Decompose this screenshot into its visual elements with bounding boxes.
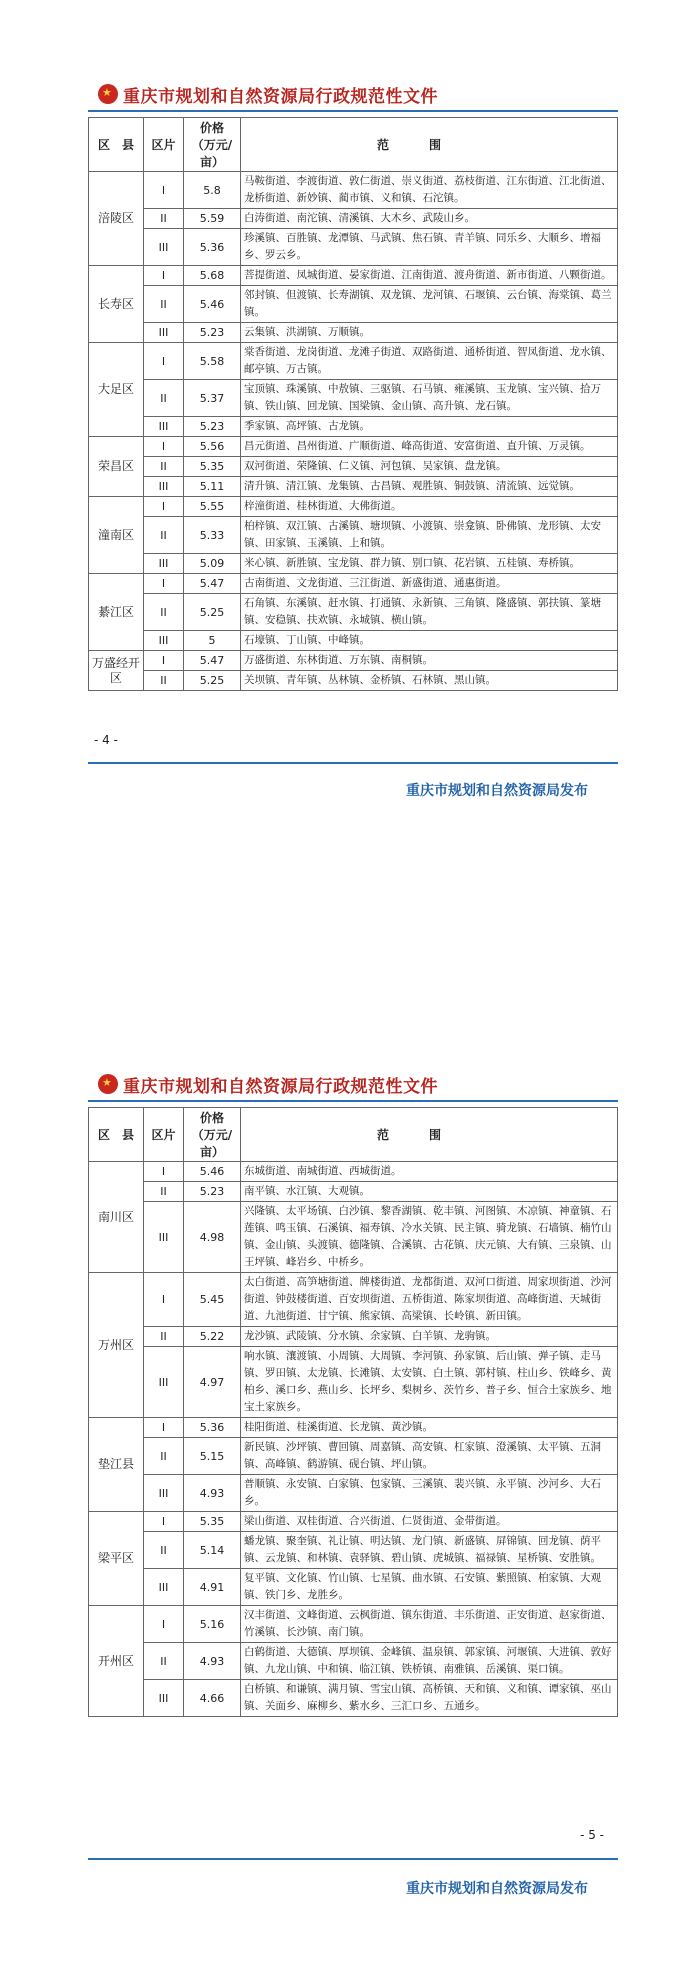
zone-cell: III bbox=[144, 1475, 184, 1512]
range-cell: 珍溪镇、百胜镇、龙潭镇、马武镇、焦石镇、青羊镇、同乐乡、大顺乡、增福乡、罗云乡。 bbox=[241, 229, 618, 266]
table-row bbox=[89, 323, 618, 343]
national-emblem-icon bbox=[98, 1074, 118, 1094]
footer-publisher: 重庆市规划和自然资源局发布 bbox=[406, 1881, 588, 1897]
header-zone: 区片 bbox=[144, 118, 184, 172]
header-price-line2: （万元/亩） bbox=[191, 1128, 233, 1159]
zone-cell: II bbox=[144, 1532, 184, 1569]
county-cell: 开州区 bbox=[89, 1606, 144, 1717]
price-cell: 5.59 bbox=[184, 209, 241, 229]
price-cell: 5.23 bbox=[184, 417, 241, 437]
footer-publisher: 重庆市规划和自然资源局发布 bbox=[406, 783, 588, 799]
table-row bbox=[89, 574, 618, 594]
table-row bbox=[89, 1418, 618, 1438]
table-row bbox=[89, 1438, 618, 1475]
range-cell: 万盛街道、东林街道、万东镇、南桐镇。 bbox=[241, 651, 618, 671]
table-row bbox=[89, 1680, 618, 1717]
zone-cell: I bbox=[144, 1273, 184, 1327]
header-scope: 范围 bbox=[241, 1108, 618, 1162]
range-cell: 兴隆镇、太平场镇、白沙镇、黎香湖镇、乾丰镇、河图镇、木凉镇、神童镇、石莲镇、鸣玉镇、石溪镇、福寿镇、冷水关镇、民主镇、骑龙镇、石墙镇、楠竹山镇、金山镇、头渡镇、德隆镇、合溪镇、古花镇、庆元镇、大有镇、三泉镇、山王坪镇、峰岩乡、中桥乡。 bbox=[241, 1202, 618, 1273]
zone-cell: II bbox=[144, 1182, 184, 1202]
table-row bbox=[89, 1327, 618, 1347]
price-cell: 5.23 bbox=[184, 1182, 241, 1202]
header-zone: 区片 bbox=[144, 1108, 184, 1162]
county-cell: 梁平区 bbox=[89, 1512, 144, 1606]
header-price-line2: （万元/亩） bbox=[191, 138, 233, 169]
header-price bbox=[184, 118, 241, 172]
price-cell: 5.58 bbox=[184, 343, 241, 380]
range-cell: 古南街道、文龙街道、三江街道、新盛街道、通惠街道。 bbox=[241, 574, 618, 594]
header-scope: 范围 bbox=[241, 118, 618, 172]
zone-cell: III bbox=[144, 323, 184, 343]
document-header bbox=[98, 1072, 438, 1096]
range-cell: 清升镇、清江镇、龙集镇、古昌镇、观胜镇、铜鼓镇、清流镇、远觉镇。 bbox=[241, 477, 618, 497]
range-cell: 白鹤街道、大德镇、厚坝镇、金峰镇、温泉镇、郭家镇、河堰镇、大进镇、敦好镇、九龙山镇、中和镇、临江镇、铁桥镇、南雅镇、岳溪镇、渠口镇。 bbox=[241, 1643, 618, 1680]
range-cell: 关坝镇、青年镇、丛林镇、金桥镇、石林镇、黑山镇。 bbox=[241, 671, 618, 691]
header-price bbox=[184, 1108, 241, 1162]
price-cell: 5.68 bbox=[184, 266, 241, 286]
header-county: 区 县 bbox=[89, 1108, 144, 1162]
table-row bbox=[89, 497, 618, 517]
range-cell: 太白街道、高笋塘街道、牌楼街道、龙都街道、双河口街道、周家坝街道、沙河街道、钟鼓楼街道、百安坝街道、五桥街道、陈家坝街道、高峰街道、天城街道、九池街道、甘宁镇、熊家镇、高梁镇、长岭镇、新田镇。 bbox=[241, 1273, 618, 1327]
range-cell: 普顺镇、永安镇、白家镇、包家镇、三溪镇、裴兴镇、永平镇、沙河乡、大石乡。 bbox=[241, 1475, 618, 1512]
zone-cell: III bbox=[144, 417, 184, 437]
table-row bbox=[89, 417, 618, 437]
county-cell: 万盛经开区 bbox=[89, 651, 144, 691]
price-cell: 5.25 bbox=[184, 594, 241, 631]
zone-cell: I bbox=[144, 1418, 184, 1438]
header-price-line1: 价格 bbox=[199, 121, 224, 135]
price-cell: 5.36 bbox=[184, 1418, 241, 1438]
county-cell: 涪陵区 bbox=[89, 172, 144, 266]
range-cell: 龙沙镇、武陵镇、分水镇、余家镇、白羊镇、龙驹镇。 bbox=[241, 1327, 618, 1347]
zone-cell: II bbox=[144, 517, 184, 554]
price-cell: 5.47 bbox=[184, 574, 241, 594]
zone-cell: III bbox=[144, 1680, 184, 1717]
price-cell: 5.36 bbox=[184, 229, 241, 266]
range-cell: 石角镇、东溪镇、赶水镇、打通镇、永新镇、三角镇、隆盛镇、郭扶镇、篆塘镇、安稳镇、扶欢镇、永城镇、横山镇。 bbox=[241, 594, 618, 631]
price-cell: 5.33 bbox=[184, 517, 241, 554]
zone-cell: I bbox=[144, 266, 184, 286]
price-cell: 5.46 bbox=[184, 286, 241, 323]
range-cell: 桂阳街道、桂溪街道、长龙镇、黄沙镇。 bbox=[241, 1418, 618, 1438]
table-row bbox=[89, 286, 618, 323]
table-row bbox=[89, 1606, 618, 1643]
price-cell: 5 bbox=[184, 631, 241, 651]
table-row bbox=[89, 651, 618, 671]
range-cell: 昌元街道、昌州街道、广顺街道、峰高街道、安富街道、直升镇、万灵镇。 bbox=[241, 437, 618, 457]
page-number: - 5 - bbox=[580, 1828, 604, 1842]
national-emblem-icon bbox=[98, 84, 118, 104]
range-cell: 马鞍街道、李渡街道、敦仁街道、崇义街道、荔枝街道、江东街道、江北街道、龙桥街道、新妙镇、蔺市镇、义和镇、石沱镇。 bbox=[241, 172, 618, 209]
price-cell: 4.97 bbox=[184, 1347, 241, 1418]
table-row bbox=[89, 437, 618, 457]
table-row bbox=[89, 1475, 618, 1512]
footer-rule bbox=[88, 762, 618, 764]
table-row bbox=[89, 266, 618, 286]
price-cell: 5.35 bbox=[184, 457, 241, 477]
zone-cell: II bbox=[144, 209, 184, 229]
table-row bbox=[89, 343, 618, 380]
price-cell: 5.46 bbox=[184, 1162, 241, 1182]
price-cell: 5.35 bbox=[184, 1512, 241, 1532]
zone-cell: III bbox=[144, 477, 184, 497]
price-cell: 5.25 bbox=[184, 671, 241, 691]
range-cell: 石壕镇、丁山镇、中峰镇。 bbox=[241, 631, 618, 651]
price-cell: 5.55 bbox=[184, 497, 241, 517]
range-cell: 双河街道、荣隆镇、仁义镇、河包镇、吴家镇、盘龙镇。 bbox=[241, 457, 618, 477]
price-cell: 5.23 bbox=[184, 323, 241, 343]
price-table bbox=[88, 1107, 618, 1717]
zone-cell: II bbox=[144, 1643, 184, 1680]
price-cell: 5.16 bbox=[184, 1606, 241, 1643]
price-cell: 5.45 bbox=[184, 1273, 241, 1327]
zone-cell: III bbox=[144, 631, 184, 651]
range-cell: 邻封镇、但渡镇、长寿湖镇、双龙镇、龙河镇、石堰镇、云台镇、海棠镇、葛兰镇。 bbox=[241, 286, 618, 323]
table-row bbox=[89, 554, 618, 574]
range-cell: 梁山街道、双桂街道、合兴街道、仁贤街道、金带街道。 bbox=[241, 1512, 618, 1532]
price-cell: 5.14 bbox=[184, 1532, 241, 1569]
table-row bbox=[89, 1532, 618, 1569]
page-number: - 4 - bbox=[94, 733, 118, 747]
header-title: 重庆市规划和自然资源局行政规范性文件 bbox=[123, 86, 438, 107]
table-row bbox=[89, 380, 618, 417]
header-title: 重庆市规划和自然资源局行政规范性文件 bbox=[123, 1076, 438, 1097]
price-cell: 4.98 bbox=[184, 1202, 241, 1273]
price-cell: 5.22 bbox=[184, 1327, 241, 1347]
table-row bbox=[89, 671, 618, 691]
table-row bbox=[89, 1512, 618, 1532]
county-cell: 万州区 bbox=[89, 1273, 144, 1418]
county-cell: 荣昌区 bbox=[89, 437, 144, 497]
range-cell: 棠香街道、龙岗街道、龙滩子街道、双路街道、通桥街道、智凤街道、龙水镇、邮亭镇、万古镇。 bbox=[241, 343, 618, 380]
table-row bbox=[89, 229, 618, 266]
range-cell: 东城街道、南城街道、西城街道。 bbox=[241, 1162, 618, 1182]
price-cell: 5.8 bbox=[184, 172, 241, 209]
page-5 bbox=[0, 990, 700, 1979]
zone-cell: I bbox=[144, 651, 184, 671]
price-cell: 4.93 bbox=[184, 1475, 241, 1512]
table-row bbox=[89, 1273, 618, 1327]
zone-cell: II bbox=[144, 1438, 184, 1475]
zone-cell: II bbox=[144, 286, 184, 323]
range-cell: 白桥镇、和谦镇、满月镇、雪宝山镇、高桥镇、天和镇、义和镇、谭家镇、巫山镇、关面乡、麻柳乡、紫水乡、三汇口乡、五通乡。 bbox=[241, 1680, 618, 1717]
table-row bbox=[89, 1569, 618, 1606]
range-cell: 梓潼街道、桂林街道、大佛街道。 bbox=[241, 497, 618, 517]
price-cell: 4.93 bbox=[184, 1643, 241, 1680]
table-header-row bbox=[89, 1108, 618, 1162]
price-cell: 5.37 bbox=[184, 380, 241, 417]
range-cell: 汉丰街道、文峰街道、云枫街道、镇东街道、丰乐街道、正安街道、赵家街道、竹溪镇、长沙镇、南门镇。 bbox=[241, 1606, 618, 1643]
range-cell: 季家镇、高坪镇、古龙镇。 bbox=[241, 417, 618, 437]
range-cell: 复平镇、文化镇、竹山镇、七星镇、曲水镇、石安镇、紫照镇、柏家镇、大观镇、铁门乡、龙胜乡。 bbox=[241, 1569, 618, 1606]
range-cell: 蟠龙镇、聚奎镇、礼让镇、明达镇、龙门镇、新盛镇、屏锦镇、回龙镇、荫平镇、云龙镇、和林镇、袁驿镇、碧山镇、虎城镇、福禄镇、星桥镇、安胜镇。 bbox=[241, 1532, 618, 1569]
zone-cell: I bbox=[144, 172, 184, 209]
zone-cell: I bbox=[144, 497, 184, 517]
price-cell: 5.56 bbox=[184, 437, 241, 457]
zone-cell: I bbox=[144, 1606, 184, 1643]
range-cell: 新民镇、沙坪镇、曹回镇、周嘉镇、高安镇、杠家镇、澄溪镇、太平镇、五洞镇、高峰镇、鹤游镇、砚台镇、坪山镇。 bbox=[241, 1438, 618, 1475]
county-cell: 南川区 bbox=[89, 1162, 144, 1273]
header-rule bbox=[88, 1100, 618, 1102]
zone-cell: II bbox=[144, 457, 184, 477]
range-cell: 柏梓镇、双江镇、古溪镇、塘坝镇、小渡镇、崇龛镇、卧佛镇、龙形镇、太安镇、田家镇、玉溪镇、上和镇。 bbox=[241, 517, 618, 554]
table-row bbox=[89, 517, 618, 554]
header-county: 区 县 bbox=[89, 118, 144, 172]
price-cell: 4.91 bbox=[184, 1569, 241, 1606]
table-row bbox=[89, 594, 618, 631]
table-row bbox=[89, 1347, 618, 1418]
zone-cell: II bbox=[144, 380, 184, 417]
range-cell: 米心镇、新胜镇、宝龙镇、群力镇、别口镇、花岩镇、五桂镇、寿桥镇。 bbox=[241, 554, 618, 574]
zone-cell: I bbox=[144, 437, 184, 457]
zone-cell: III bbox=[144, 554, 184, 574]
county-cell: 垫江县 bbox=[89, 1418, 144, 1512]
header-price-line1: 价格 bbox=[199, 1111, 224, 1125]
header-rule bbox=[88, 110, 618, 112]
footer-rule bbox=[88, 1858, 618, 1860]
zone-cell: I bbox=[144, 574, 184, 594]
zone-cell: III bbox=[144, 229, 184, 266]
range-cell: 菩提街道、凤城街道、晏家街道、江南街道、渡舟街道、新市街道、八颗街道。 bbox=[241, 266, 618, 286]
zone-cell: III bbox=[144, 1202, 184, 1273]
county-cell: 长寿区 bbox=[89, 266, 144, 343]
county-cell: 潼南区 bbox=[89, 497, 144, 574]
price-cell: 5.11 bbox=[184, 477, 241, 497]
page-4 bbox=[0, 0, 700, 989]
zone-cell: I bbox=[144, 1512, 184, 1532]
zone-cell: III bbox=[144, 1569, 184, 1606]
price-table bbox=[88, 117, 618, 691]
range-cell: 白涛街道、南沱镇、清溪镇、大木乡、武陵山乡。 bbox=[241, 209, 618, 229]
price-cell: 5.47 bbox=[184, 651, 241, 671]
table-row bbox=[89, 1643, 618, 1680]
county-cell: 綦江区 bbox=[89, 574, 144, 651]
table-row bbox=[89, 1202, 618, 1273]
price-cell: 5.15 bbox=[184, 1438, 241, 1475]
table-row bbox=[89, 477, 618, 497]
table-row bbox=[89, 631, 618, 651]
range-cell: 响水镇、瀼渡镇、小周镇、大周镇、李河镇、孙家镇、后山镇、弹子镇、走马镇、罗田镇、太龙镇、长滩镇、太安镇、白土镇、郭村镇、柱山乡、铁峰乡、黄柏乡、溪口乡、燕山乡、长坪乡、梨树乡、茨竹乡、普子乡、恒合土家族乡、地宝土家族乡。 bbox=[241, 1347, 618, 1418]
table-row bbox=[89, 209, 618, 229]
county-cell: 大足区 bbox=[89, 343, 144, 437]
zone-cell: II bbox=[144, 671, 184, 691]
table-row bbox=[89, 1162, 618, 1182]
table-row bbox=[89, 1182, 618, 1202]
table-header-row bbox=[89, 118, 618, 172]
range-cell: 南平镇、水江镇、大观镇。 bbox=[241, 1182, 618, 1202]
table-row bbox=[89, 172, 618, 209]
zone-cell: I bbox=[144, 1162, 184, 1182]
table-row bbox=[89, 457, 618, 477]
zone-cell: II bbox=[144, 1327, 184, 1347]
range-cell: 宝顶镇、珠溪镇、中敖镇、三驱镇、石马镇、雍溪镇、玉龙镇、宝兴镇、拾万镇、铁山镇、回龙镇、国梁镇、金山镇、高升镇、龙石镇。 bbox=[241, 380, 618, 417]
document-header bbox=[98, 82, 438, 106]
price-cell: 5.09 bbox=[184, 554, 241, 574]
zone-cell: II bbox=[144, 594, 184, 631]
price-cell: 4.66 bbox=[184, 1680, 241, 1717]
range-cell: 云集镇、洪湖镇、万顺镇。 bbox=[241, 323, 618, 343]
zone-cell: I bbox=[144, 343, 184, 380]
zone-cell: III bbox=[144, 1347, 184, 1418]
